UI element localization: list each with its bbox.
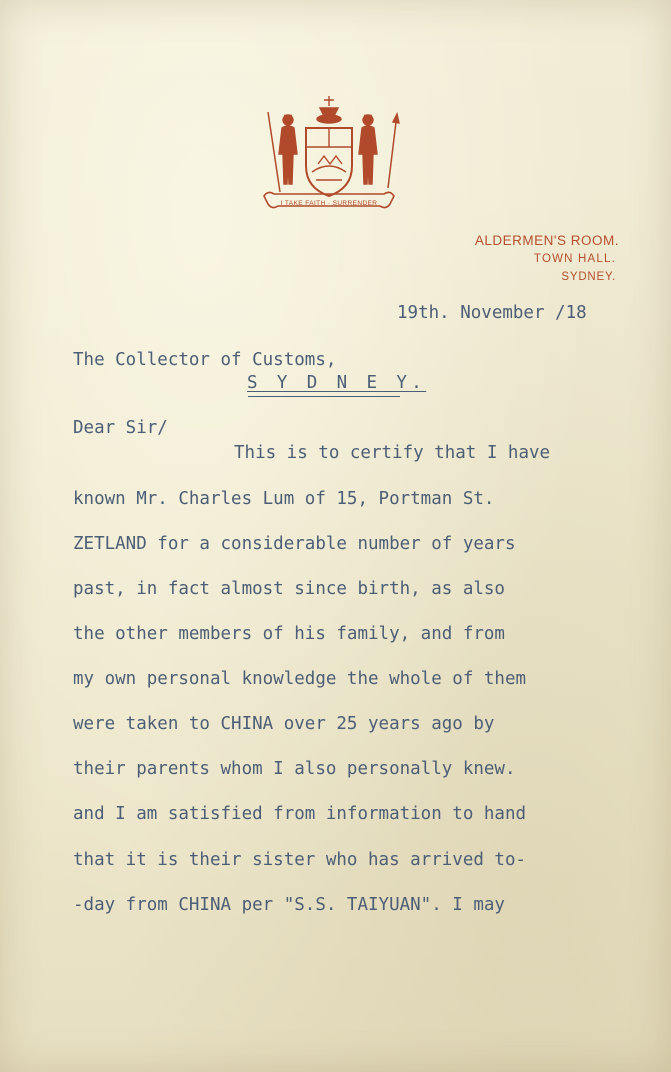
salutation: Dear Sir/ [73,418,168,438]
recipient-city: S Y D N E Y. [247,373,427,393]
letter-date: 19th. November /18 [397,303,587,323]
body-line: ZETLAND for a considerable number of years [73,534,516,554]
body-line: and I am satisfied from information to hand [73,804,527,824]
recipient-underline [248,396,400,397]
body-line: known Mr. Charles Lum of 15, Portman St. [73,489,495,509]
letterhead-address [475,232,619,286]
letterhead-city: SYDNEY. [561,271,616,283]
coat-of-arms-emblem [258,92,400,220]
recipient-line: The Collector of Customs, [73,350,337,370]
body-line: were taken to CHINA over 25 years ago by [73,714,495,734]
body-line: the other members of his family, and from [73,624,505,644]
letterhead-hall: TOWN HALL. [533,253,616,265]
body-line: that it is their sister who has arrived to- [73,850,527,870]
body-line: my own personal knowledge the whole of them [73,669,527,689]
svg-text:I TAKE FAITH · SURRENDER: I TAKE FAITH · SURRENDER [280,200,378,207]
body-line: past, in fact almost since birth, as also [73,579,505,599]
body-line: This is to certify that I have [234,443,551,463]
body-line: their parents whom I also personally knew. [73,759,516,779]
letterhead-room: ALDERMEN'S ROOM. [474,233,619,248]
body-line: -day from CHINA per "S.S. TAIYUAN". I may [73,895,505,915]
